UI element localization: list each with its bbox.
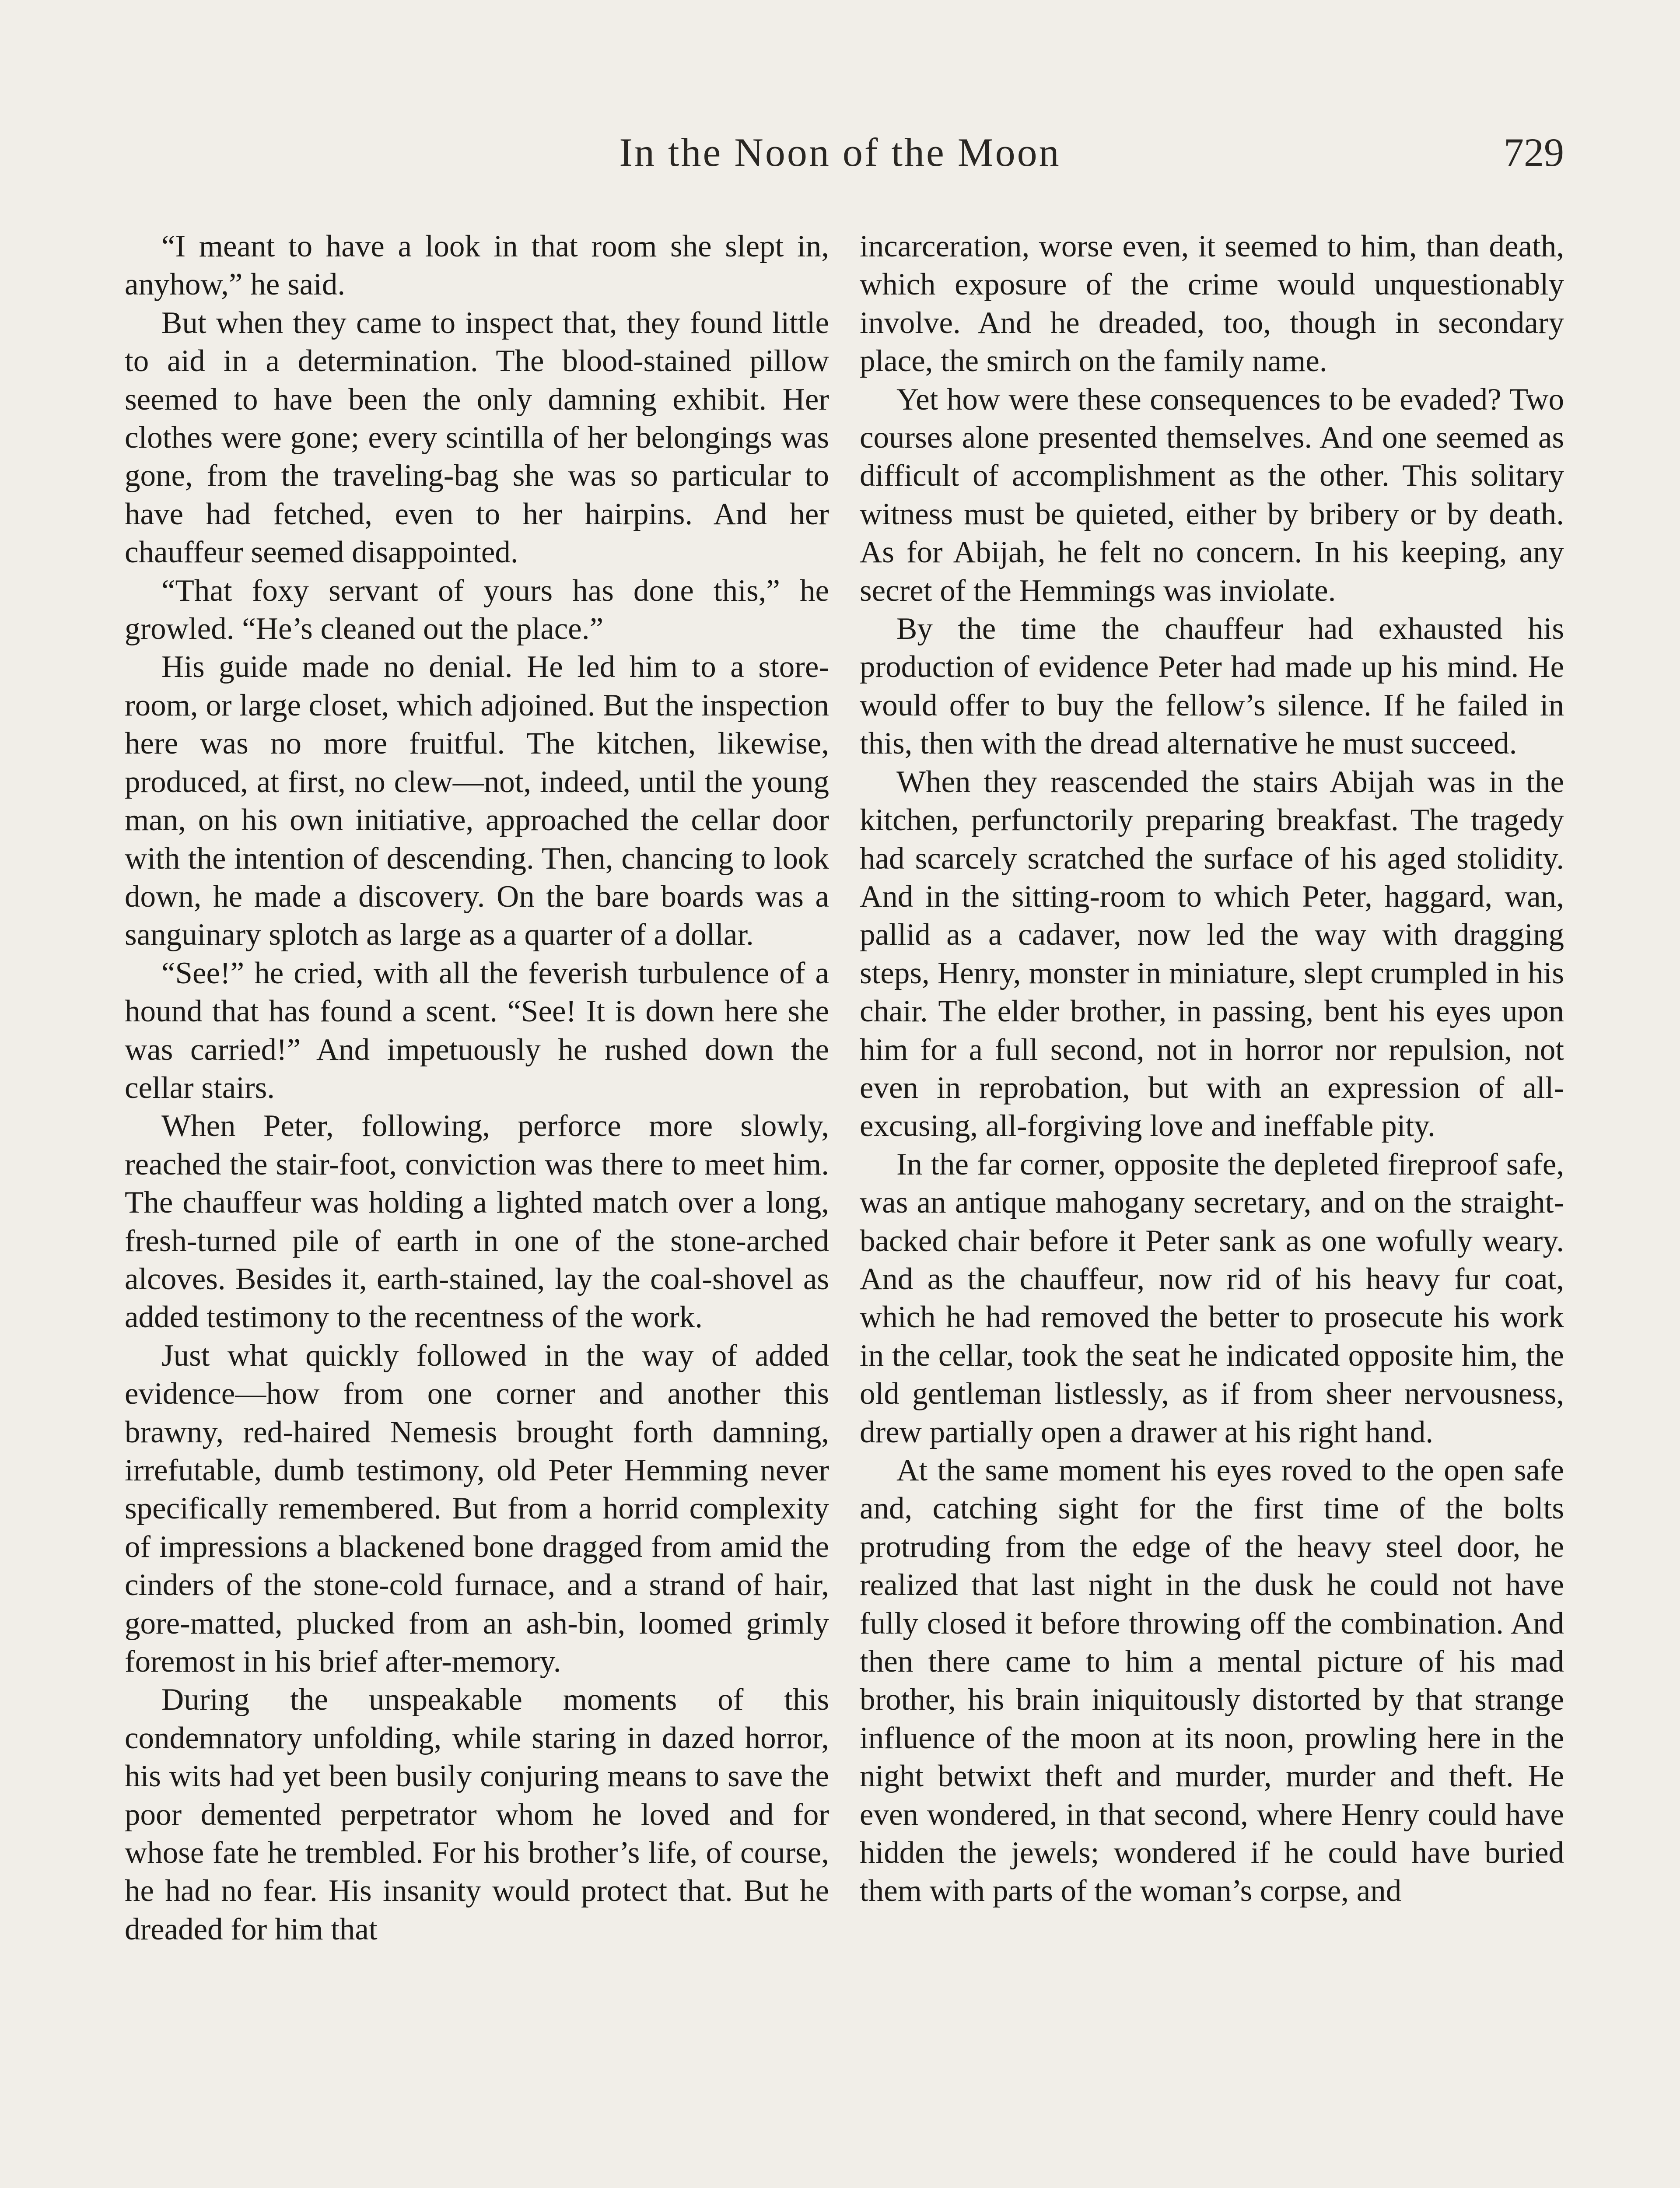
paragraph: “That foxy servant of yours has done this,” he growled. “He’s cleaned out the place.” (125, 573, 829, 646)
running-title: In the Noon of the Moon (619, 130, 1061, 175)
left-text-column (125, 228, 829, 2188)
paragraph: When they reascended the stairs Abijah was in the kitchen, perfunctorily preparing breakfast. The tragedy had scarcely scratched the surface of his aged stolidity. And in the sitting-room to which Peter, haggard, wan, pallid as a cadaver, now led the way with dragging steps, Henry, monster in miniature, slept crumpled in his chair. The elder brother, in passing, bent his eyes upon him for a full second, not in horror nor repulsion, not even in reprobation, but with an expression of all-excusing, all-forgiving love and ineffable pity. (860, 764, 1564, 1143)
page-number: 729 (1504, 130, 1564, 175)
paragraph: Just what quickly followed in the way of added evidence—how from one corner and another this brawny, red-haired Nemesis brought forth damning, irrefutable, dumb testimony, old Peter Hemming never specifically remembered. But from a horrid complexity of impressions a blackened bone dragged from amid the cinders of the stone-cold furnace, and a strand of hair, gore-matted, plucked from an ash-bin, loomed grimly foremost in his brief after-memory. (125, 1338, 829, 1679)
paragraph: “I meant to have a look in that room she slept in, anyhow,” he said. (125, 229, 829, 302)
paragraph: When Peter, following, perforce more slowly, reached the stair-foot, conviction was there to meet him. The chauffeur was holding a lighted match over a long, fresh-turned pile of earth in one of the stone-arched alcoves. Besides it, earth-stained, lay the coal-shovel as added testimony to the recentness of the work. (125, 1109, 829, 1335)
paragraph-continuation: incarceration, worse even, it seemed to him, than death, which exposure of the crime would unquestionably involve. And he dreaded, too, though in secondary place, the smirch on the family name. (860, 229, 1564, 379)
right-text-column (860, 228, 1564, 2188)
paragraph: But when they came to inspect that, they found little to aid in a determination. The blood-stained pillow seemed to have been the only damning exhibit. Her clothes were gone; every scintilla of her belongings was gone, from the traveling-bag she was so particular to have had fetched, even to her hairpins. And her chauffeur seemed disappointed. (125, 305, 829, 570)
paragraph: Yet how were these consequences to be evaded? Two courses alone presented themselves. And one seemed as difficult of accomplishment as the other. This solitary witness must be quieted, either by bribery or by death. As for Abijah, he felt no concern. In his keeping, any secret of the Hemmings was inviolate. (860, 382, 1564, 608)
paragraph: By the time the chauffeur had exhausted his production of evidence Peter had made up his mind. He would offer to buy the fellow’s silence. If he failed in this, then with the dread alternative he must succeed. (860, 612, 1564, 761)
paragraph: At the same moment his eyes roved to the open safe and, catching sight for the first time of the bolts protruding from the edge of the heavy steel door, he realized that last night in the dusk he could not have fully closed it before throwing off the combination. And then there came to him a mental picture of his mad brother, his brain iniquitously distorted by that strange influence of the moon at its noon, prowling here in the night betwixt theft and murder, murder and theft. He even wondered, in that second, where Henry could have hidden the jewels; wondered if he could have buried them with parts of the woman’s corpse, and (860, 1453, 1564, 1908)
paragraph: During the unspeakable moments of this condemnatory unfolding, while staring in dazed horror, his wits had yet been busily conjuring means to save the poor demented perpetrator whom he loved and for whose fate he trembled. For his brother’s life, of course, he had no fear. His insanity would protect that. But he dreaded for him that (125, 1683, 829, 1946)
paragraph: His guide made no denial. He led him to a store-room, or large closet, which adjoined. But the inspection here was no more fruitful. The kitchen, likewise, produced, at first, no clew—not, indeed, until the young man, on his own initiative, approached the cellar door with the intention of descending. Then, chancing to look down, he made a discovery. On the bare boards was a sanguinary splotch as large as a quarter of a dollar. (125, 650, 829, 952)
paragraph: In the far corner, opposite the depleted fireproof safe, was an antique mahogany secretary, and on the straight-backed chair before it Peter sank as one wofully weary. And as the chauffeur, now rid of his heavy fur coat, which he had removed the better to prosecute his work in the cellar, took the seat he indicated opposite him, the old gentleman listlessly, as if from sheer nervousness, drew partially open a drawer at his right hand. (860, 1147, 1564, 1449)
paragraph: “See!” he cried, with all the feverish turbulence of a hound that has found a scent. “See! It is down here she was carried!” And impetuously he rushed down the cellar stairs. (125, 956, 829, 1105)
